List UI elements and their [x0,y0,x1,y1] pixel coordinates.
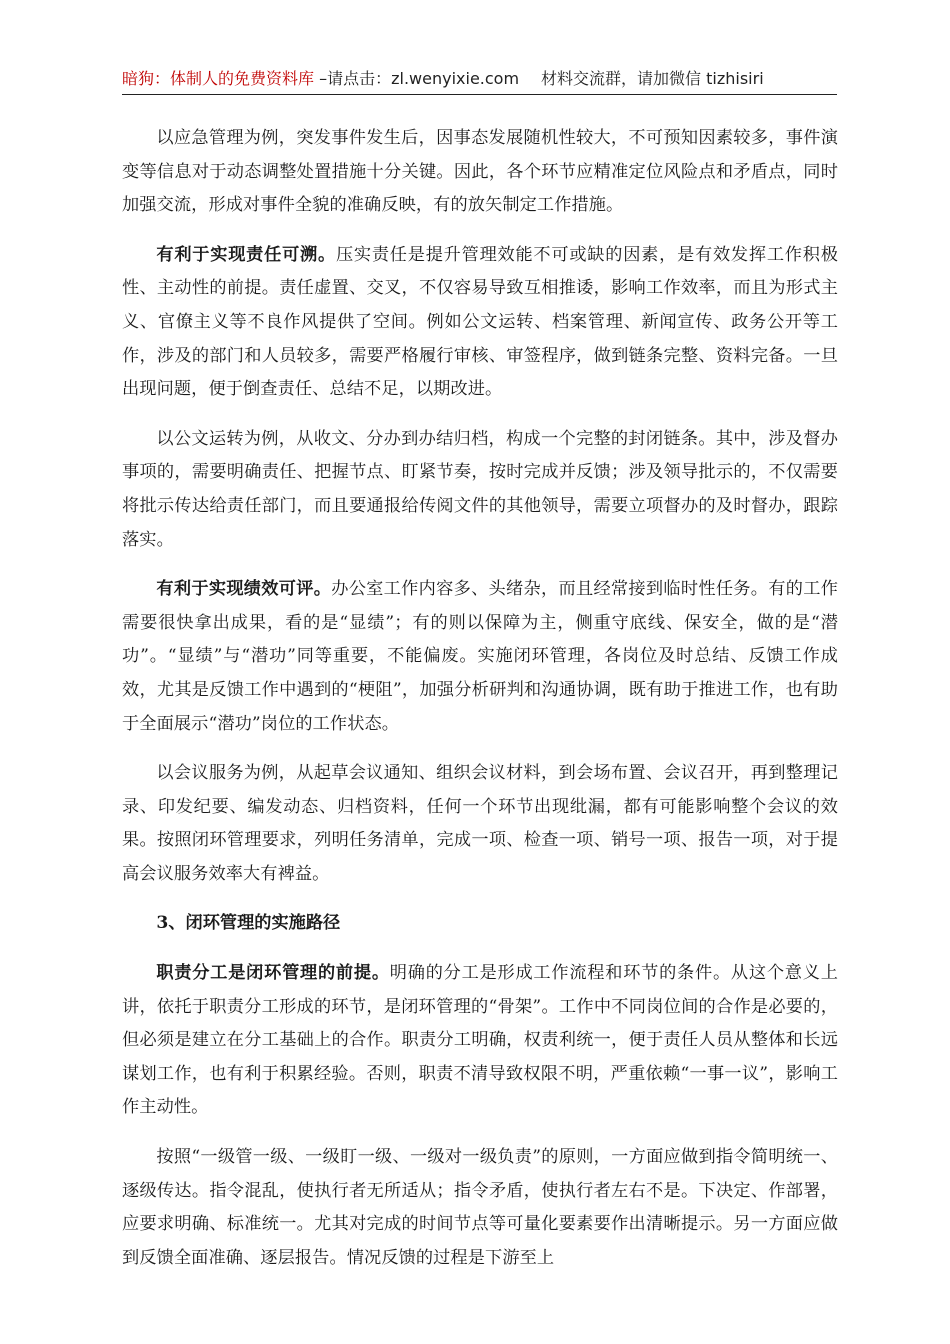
site-url-link[interactable]: zl.wenyixie.com [391,69,520,88]
paragraph-7: 按照“一级管一级、一级盯一级、一级对一级负责”的原则，一方面应做到指令简明统一、逐级传达。指令混乱，使执行者无所适从；指令矛盾，使执行者左右不是。下决定、作部署，应要求明确、标准统一。尤其对完成的时间节点等可量化要素要作出清晰提示。另一方面应做到反馈全面准确、逐层报告。情况反馈的过程是下游至上 [122,1147,838,1268]
paragraph-2: 有利于实现责任可溯。压实责任是提升管理效能不可或缺的因素，是有效发挥工作积极性、主动性的前提。责任虚置、交叉，不仅容易导致互相推诿，影响工作效率，而且为形式主义、官僚主义等不良作风提供了空间。例如公文运转、档案管理、新闻宣传、政务公开等工作，涉及的部门和人员较多，需要严格履行审核、审签程序，做到链条完整、资料完备。一旦出现问题，便于倒查责任、总结不足，以期改进。 [122,244,838,400]
paragraph-6: 职责分工是闭环管理的前提。明确的分工是形成工作流程和环节的条件。从这个意义上讲，依托于职责分工形成的环节，是闭环管理的“骨架”。工作中不同岗位间的合作是必要的，但必须是建立在分工基础上的合作。职责分工明确，权责利统一，便于责任人员从整体和长远谋划工作，也有利于积累经验。否则，职责不清导致权限不明，严重依赖“一事一议”，影响工作主动性。 [122,963,838,1118]
group-note: 材料交流群，请加微信 tizhisiri [541,69,764,88]
section-heading: 3、闭环管理的实施路径 [156,913,341,934]
paragraph-5: 以会议服务为例，从起草会议通知、组织会议材料，到会场布置、会议召开，再到整理记录、印发纪要、编发动态、归档资料，任何一个环节出现纰漏，都有可能影响整个会议的效果。按照闭环管理要求，列明任务清单，完成一项、检查一项、销号一项、报告一项，对于提高会议服务效率大有裨益。 [122,763,838,884]
page-header [122,68,837,95]
paragraph-lead: 有利于实现绩效可评。 [156,579,332,600]
paragraph-1: 以应急管理为例，突发事件发生后，因事态发展随机性较大，不可预知因素较多，事件演变等信息对于动态调整处置措施十分关键。因此，各个环节应精准定位风险点和矛盾点，同时加强交流，形成对事件全貌的准确反映，有的放矢制定工作措施。 [122,128,838,216]
paragraph-4: 有利于实现绩效可评。办公室工作内容多、头绪杂，而且经常接到临时性任务。有的工作需要很快拿出成果，看的是“显绩”；有的则以保障为主，侧重守底线、保安全，做的是“潜功”。“显绩”与“潜功”同等重要，不能偏废。实施闭环管理，各岗位及时总结、反馈工作成效，尤其是反馈工作中遇到的“梗阻”，加强分析研判和沟通协调，既有助于推进工作，也有助于全面展示“潜功”岗位的工作状态。 [122,579,838,734]
paragraph-3: 以公文运转为例，从收文、分办到办结归档，构成一个完整的封闭链条。其中，涉及督办事项的，需要明确责任、把握节点、盯紧节奏，按时完成并反馈；涉及领导批示的，不仅需要将批示传达给责任部门，而且要通报给传阅文件的其他领导，需要立项督办的及时督办，跟踪落实。 [122,428,838,550]
paragraph-lead: 有利于实现责任可溯。 [156,244,336,265]
paragraph-lead: 职责分工是闭环管理的前提。 [156,963,390,984]
document-body [122,122,838,1291]
site-label: 暗狗：体制人的免费资料库 [122,69,315,88]
click-prompt: –请点击： [314,69,392,88]
